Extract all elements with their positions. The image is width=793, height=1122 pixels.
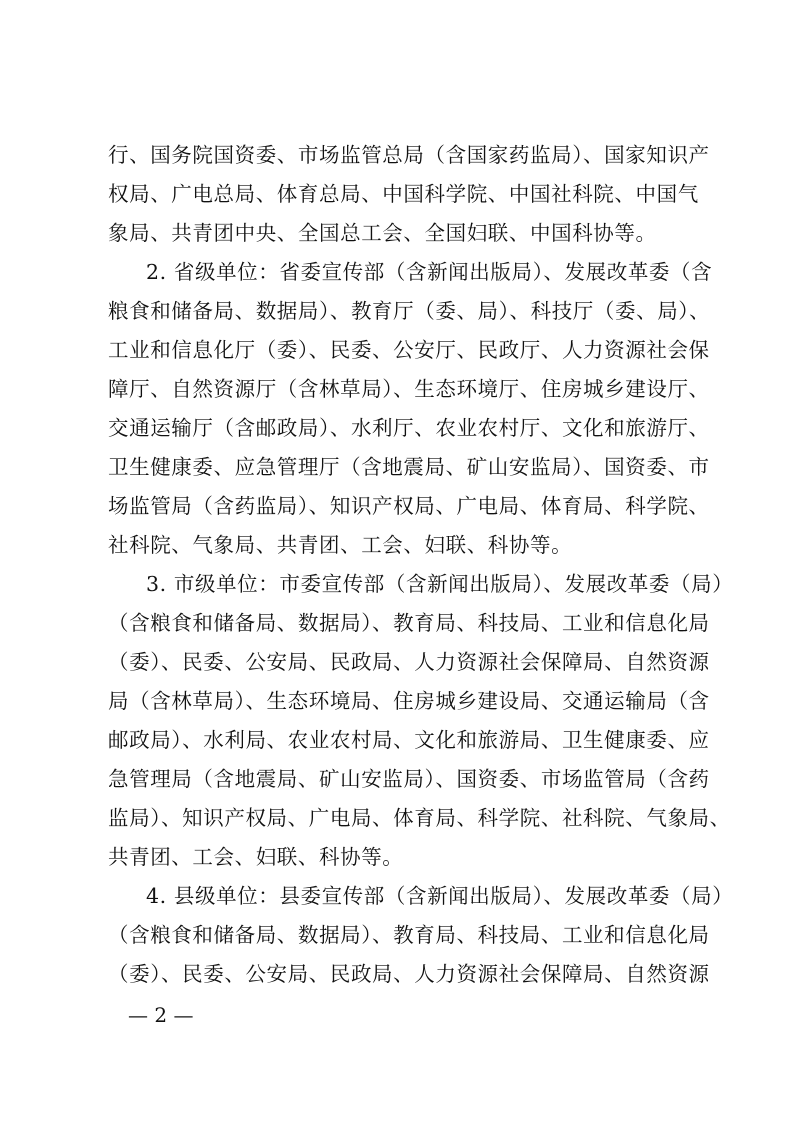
text-line: 交通运输厅（含邮政局）、水利厅、农业农村厅、文化和旅游厅、 (108, 416, 710, 440)
text-line: 卫生健康委、应急管理厅（含地震局、矿山安监局）、国资委、市 (108, 455, 710, 479)
text-line: （委）、民委、公安局、民政局、人力资源社会保障局、自然资源 (108, 962, 710, 986)
text-line: 粮食和储备局、数据局）、教育厅（委、局）、科技厅（委、局）、 (108, 299, 711, 323)
text-line: 社科院、气象局、共青团、工会、妇联、科协等。 (108, 533, 573, 557)
text-line: 3. 市级单位：市委宣传部（含新闻出版局）、发展改革委（局） (146, 572, 734, 596)
text-line: 行、国务院国资委、市场监管总局（含国家药监局）、国家知识产 (108, 143, 710, 167)
text-line: 场监管局（含药监局）、知识产权局、广电局、体育局、科学院、 (108, 494, 710, 518)
text-line: 共青团、工会、妇联、科协等。 (108, 845, 404, 869)
text-line: 工业和信息化厅（委）、民委、公安厅、民政厅、人力资源社会保 (108, 338, 710, 362)
text-line: 邮政局）、水利局、农业农村局、文化和旅游局、卫生健康委、应 (108, 728, 710, 752)
text-line: 监局）、知识产权局、广电局、体育局、科学院、社科院、气象局、 (108, 806, 731, 830)
text-line: 急管理局（含地震局、矿山安监局）、国资委、市场监管局（含药 (108, 767, 710, 791)
text-line: 象局、共青团中央、全国总工会、全国妇联、中国科协等。 (108, 221, 657, 245)
text-line: （含粮食和储备局、数据局）、教育局、科技局、工业和信息化局 (108, 923, 710, 947)
text-line: 障厅、自然资源厅（含林草局）、生态环境厅、住房城乡建设厅、 (108, 377, 710, 401)
text-line: （委）、民委、公安局、民政局、人力资源社会保障局、自然资源 (108, 650, 710, 674)
page-number: — 2 — (128, 1003, 194, 1027)
text-line: 2. 省级单位：省委宣传部（含新闻出版局）、发展改革委（含 (146, 260, 713, 284)
text-line: 4. 县级单位：县委宣传部（含新闻出版局）、发展改革委（局） (146, 884, 734, 908)
text-line: 权局、广电总局、体育总局、中国科学院、中国社科院、中国气 (108, 182, 699, 206)
text-line: 局（含林草局）、生态环境局、住房城乡建设局、交通运输局（含 (108, 689, 710, 713)
text-line: （含粮食和储备局、数据局）、教育局、科技局、工业和信息化局 (108, 611, 710, 635)
